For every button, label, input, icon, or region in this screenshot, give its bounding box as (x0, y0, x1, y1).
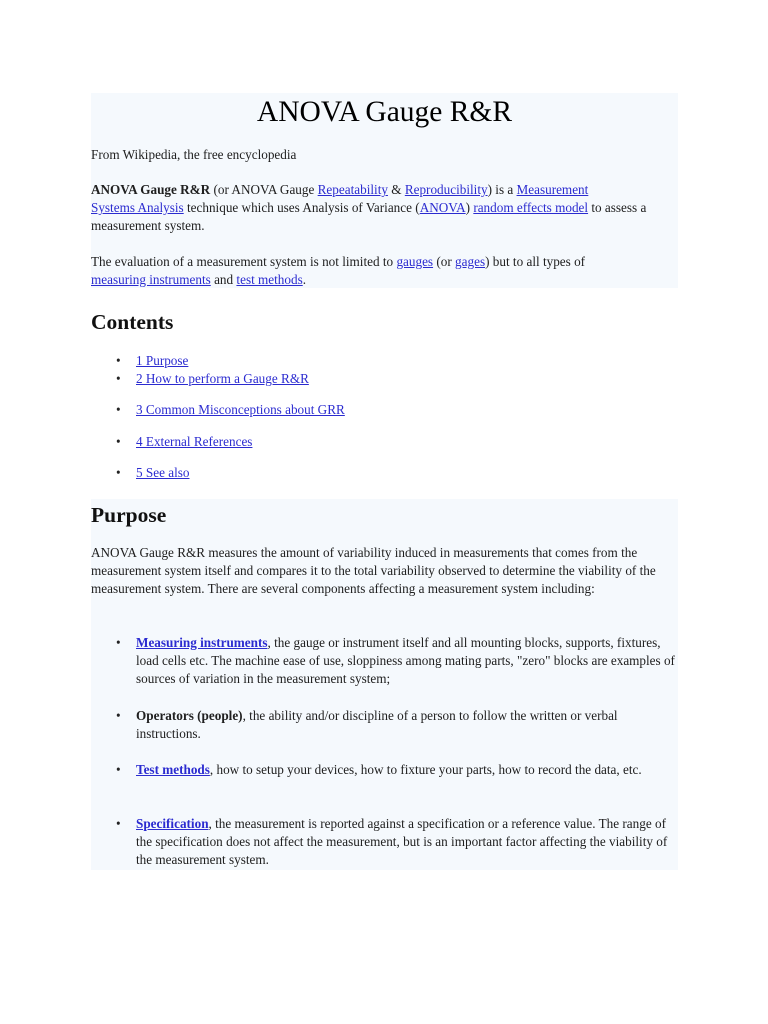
toc-item-purpose (136, 352, 188, 370)
page-title: ANOVA Gauge R&R (256, 96, 513, 128)
intro-paragraph (91, 181, 678, 235)
bullet-text: , the gauge or instrument itself and all mounting blocks, supports, fixtures, load cells etc. The machine ease of use, sloppiness among mating parts, "zero" blocks are examples of sources of variation in the measurement system; (136, 635, 675, 686)
test-methods-link[interactable]: test methods (236, 272, 303, 287)
intro-text-2: & (387, 182, 405, 197)
toc-item-external-references (136, 433, 252, 451)
toc-link-purpose[interactable]: 1 Purpose (136, 353, 189, 368)
measuring-instruments-bullet-link[interactable] (136, 635, 268, 650)
bullet-term: Operators (people) (136, 708, 243, 723)
bullet-term: Measuring instruments (136, 635, 268, 650)
toc-link-how-to-perform[interactable]: 2 How to perform a Gauge R&R (136, 371, 309, 386)
intro-text-5: ) (465, 200, 474, 215)
intro-text-1: (or ANOVA Gauge (210, 182, 318, 197)
purpose-bullet-operators (136, 707, 676, 743)
intro-text-3: ) is a (487, 182, 517, 197)
tagline: From Wikipedia, the free encyclopedia (91, 147, 297, 162)
toc-link-see-also[interactable]: 5 See also (136, 465, 190, 480)
purpose-bullet-test-methods (136, 761, 676, 779)
anova-link[interactable]: ANOVA (419, 200, 466, 215)
scope-text-3: ) but to all types of (485, 254, 586, 269)
msa-link-line2: Systems Analysis (91, 200, 184, 215)
bullet-text: , the ability and/or discipline of a person to follow the written or verbal instructions. (136, 708, 618, 741)
toc-link-misconceptions[interactable]: 3 Common Misconceptions about GRR (136, 402, 345, 417)
purpose-paragraph: ANOVA Gauge R&R measures the amount of variability induced in measurements that comes from the measurement system itself and compares it to the total variability observed to determine the viability of the measurement system. There are several components affecting a measurement system including: (91, 545, 656, 596)
toc-link-external-references[interactable]: 4 External References (136, 434, 253, 449)
test-methods-bullet-link[interactable] (136, 762, 210, 777)
repeatability-link[interactable]: Repeatability (317, 182, 388, 197)
scope-text-1: The evaluation of a measurement system is not limited to (91, 254, 397, 269)
reproducibility-link[interactable]: Reproducibility (404, 182, 488, 197)
contents-heading: Contents (91, 310, 174, 334)
purpose-bullet-measuring-instruments (136, 634, 676, 688)
intro-term: ANOVA Gauge R&R (91, 182, 211, 197)
gauges-link[interactable]: gauges (396, 254, 434, 269)
intro-text-6: to assess a measurement system. (91, 200, 647, 233)
bullet-term: Specification (136, 816, 209, 831)
scope-text-2: (or (433, 254, 456, 269)
intro-text-4: technique which uses Analysis of Variance ( (183, 200, 420, 215)
bullet-term: Test methods (136, 762, 210, 777)
bullet-text: , the measurement is reported against a specification or a reference value. The range of the specification does not affect the measurement, but is an important factor affecting the viability of the measurement system. (136, 816, 668, 867)
toc-item-how-to-perform (136, 370, 309, 388)
bullet-text: , how to setup your devices, how to fixture your parts, how to record the data, etc. (209, 762, 642, 777)
scope-text-4: and (210, 272, 237, 287)
gages-link[interactable]: gages (455, 254, 486, 269)
purpose-bullet-specification (136, 815, 676, 869)
random-effects-model-link[interactable]: random effects model (473, 200, 589, 215)
scope-paragraph (91, 253, 678, 289)
purpose-heading: Purpose (91, 503, 167, 527)
scope-text-5: . (302, 272, 307, 287)
measuring-instruments-link[interactable]: measuring instruments (91, 272, 211, 287)
specification-bullet-link[interactable] (136, 816, 209, 831)
msa-link-line1: Measurement (516, 182, 589, 197)
toc-item-see-also (136, 464, 189, 482)
toc-item-misconceptions (136, 401, 345, 419)
